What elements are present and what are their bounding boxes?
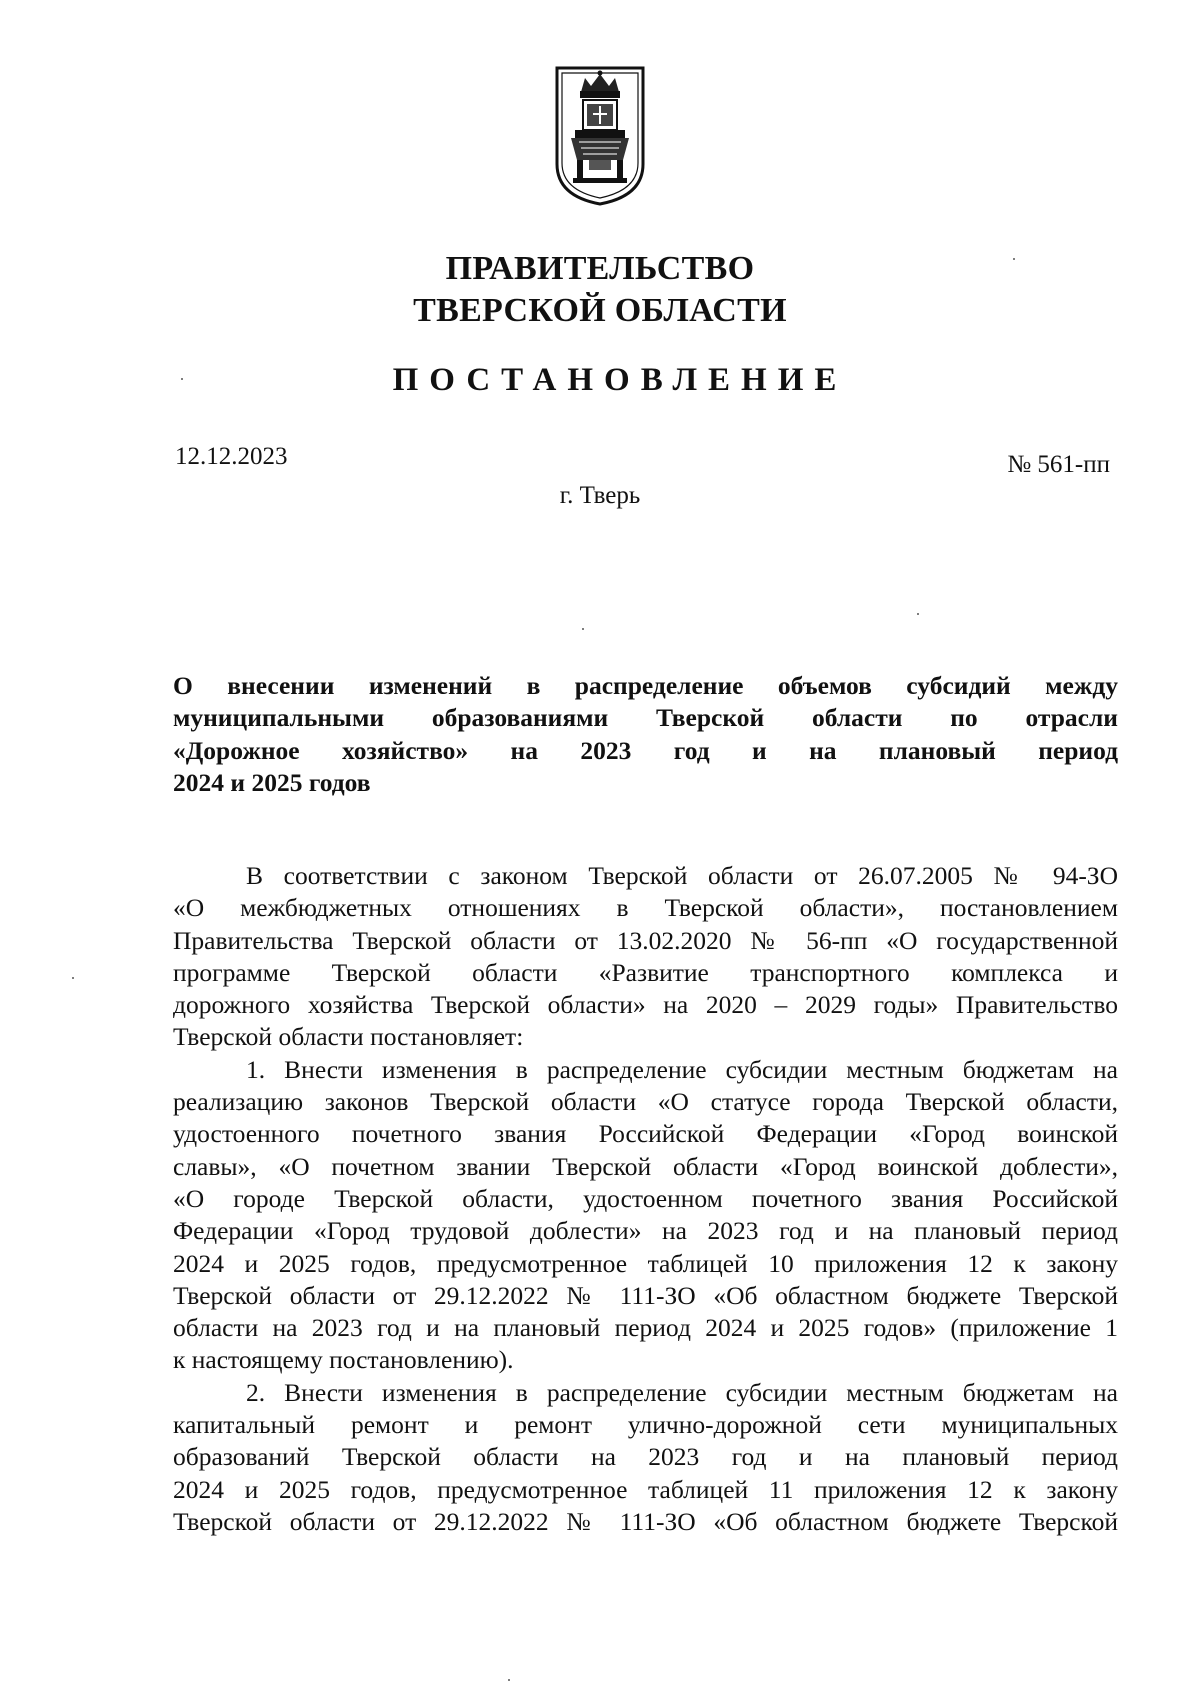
scan-speck: [181, 378, 183, 380]
subject-line: 2024 и 2025 годов: [173, 767, 371, 797]
body-line: программе Тверской области «Развитие транспортного комплекса и: [173, 957, 1118, 987]
body-line: Правительства Тверской области от 13.02.2020 № 56-пп «О государственной: [173, 925, 1118, 955]
body-line: капитальный ремонт и ремонт улично-дорожной сети муниципальных: [173, 1410, 1118, 1440]
body-line: к настоящему постановлению).: [173, 1345, 514, 1375]
body-line: «О межбюджетных отношениях в Тверской области», постановлением: [173, 893, 1118, 923]
scan-speck: [1013, 258, 1015, 260]
body-line: 1. Внести изменения в распределение субсидии местным бюджетам на: [246, 1054, 1118, 1084]
document-number: № 561-пп: [1007, 451, 1110, 478]
government-title-line2: ТВЕРСКОЙ ОБЛАСТИ: [413, 292, 787, 329]
scan-speck: [72, 977, 74, 979]
body-line: 2024 и 2025 годов, предусмотренное таблицей 11 приложения 12 к закону: [173, 1474, 1118, 1504]
body-line: Федерации «Город трудовой доблести» на 2023 год и на плановый период: [173, 1216, 1118, 1246]
body-line: 2. Внести изменения в распределение субсидии местным бюджетам на: [246, 1377, 1118, 1407]
scan-speck: [582, 628, 584, 630]
body-line: реализацию законов Тверской области «О статусе города Тверской области,: [173, 1087, 1118, 1117]
government-title-line1: ПРАВИТЕЛЬСТВО: [445, 250, 755, 287]
body-line: славы», «О почетном звании Тверской области «Город воинской доблести»,: [173, 1151, 1118, 1181]
document-date: 12.12.2023: [175, 443, 288, 470]
subject-line: муниципальными образованиями Тверской области по отрасли: [173, 703, 1118, 733]
subject-line: «Дорожное хозяйство» на 2023 год и на плановый период: [173, 735, 1118, 765]
body-line: Тверской области постановляет:: [173, 1022, 524, 1052]
body-line: Тверской области от 29.12.2022 № 111-ЗО «Об областном бюджете Тверской: [173, 1506, 1118, 1536]
body-line: 2024 и 2025 годов, предусмотренное таблицей 10 приложения 12 к закону: [173, 1248, 1118, 1278]
scan-speck: [917, 613, 919, 615]
scan-speck: [508, 1679, 510, 1681]
body-line: удостоенного почетного звания Российской Федерации «Город воинской: [173, 1119, 1118, 1149]
subject-line: О внесении изменений в распределение объемов субсидий между: [173, 671, 1118, 700]
document-type-title: ПОСТАНОВЛЕНИЕ: [392, 362, 848, 398]
document-city: г. Тверь: [559, 482, 641, 509]
body-line: «О городе Тверской области, удостоенном почетного звания Российской: [173, 1183, 1118, 1213]
tver-coat-of-arms-emblem: [553, 64, 647, 208]
body-line: В соответствии с законом Тверской области от 26.07.2005 № 94-ЗО: [246, 861, 1118, 890]
body-line: образований Тверской области на 2023 год и на плановый период: [173, 1442, 1118, 1472]
document-subject: [173, 670, 1118, 799]
body-line: дорожного хозяйства Тверской области» на 2020 – 2029 годы» Правительство: [173, 990, 1118, 1020]
document-body: [173, 860, 1118, 1538]
body-line: Тверской области от 29.12.2022 № 111-ЗО «Об областном бюджете Тверской: [173, 1280, 1118, 1310]
body-line: области на 2023 год и на плановый период 2024 и 2025 годов» (приложение 1: [173, 1313, 1118, 1343]
